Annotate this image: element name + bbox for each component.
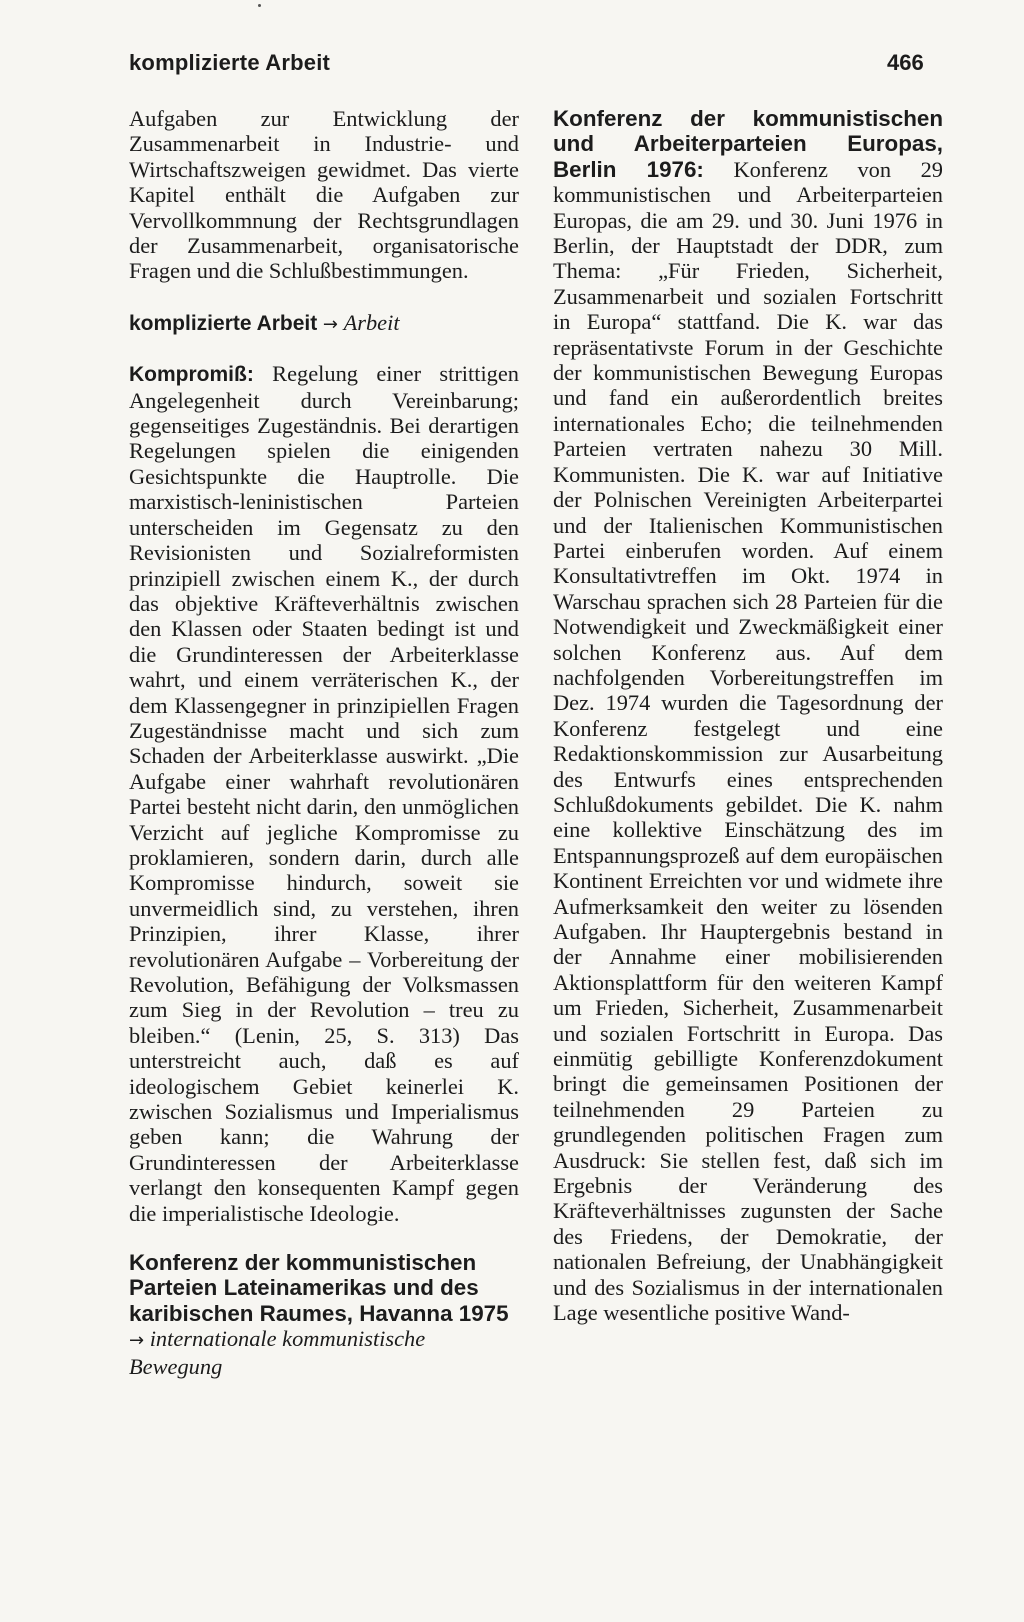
- entry-konferenz-berlin: [553, 106, 943, 1326]
- entry-text: Konferenz von 29 kommunistischen und Arbeiterparteien Europas, die am 29. und 30. Juni 1976 in Berlin, der Hauptstadt der DDR, zum Thema: „Für Frieden, Sicherheit, Zusammenarbeit und sozialen Fortschritt in Europa“ stattfand. Die K. war das repräsentativste Forum in der Geschichte der kommunistischen Bewegung Europas und fand ein außerordentlich breites internationales Echo; die teilnehmenden Parteien vertraten nahezu 30 Mill. Kommunisten. Die K. war auf Initiative der Polnischen Vereinigten Arbeiterpartei und der Italienischen Kommunistischen Partei einberufen worden. Auf einem Konsultativtreffen im Okt. 1974 in Warschau sprachen sich 28 Parteien für die Notwendigkeit und Zweckmäßigkeit einer solchen Konferenz aus. Auf dem nachfolgenden Vorbereitungstreffen im Dez. 1974 wurden die Tagesordnung der Konferenz festgelegt und eine Redaktionskommission zur Ausarbeitung des Entwurfs eines entsprechenden Schlußdokuments gebildet. Die K. nahm eine kollektive Einschätzung des im Entspannungsprozeß auf dem europäischen Kontinent Erreichten vor und widmete ihre Aufmerksamkeit den weiter zu lösenden Aufgaben. Ihr Hauptergebnis bestand in der Annahme einer mobilisierenden Aktionsplattform für den weiteren Kampf um Frieden, Sicherheit, Zusammenarbeit und sozialen Fortschritt in Europa. Das einmütig gebilligte Konferenzdokument bringt die gemeinsamen Positionen der teilnehmenden 29 Parteien zu grundlegenden politischen Fragen zum Ausdruck: Sie stellen fest, daß sich im Ergebnis der Veränderung des Kräfteverhältnisses zugunsten der Sache des Friedens, der Demokratie, der nationalen Befreiung, der Unabhängigkeit und des Sozialismus in der internationalen Lage wesentliche positive Wand-: [553, 156, 943, 1326]
- scan-speck: [258, 4, 261, 7]
- entry-komplizierte-arbeit: [129, 310, 519, 337]
- arrow-icon: →: [129, 1330, 145, 1352]
- entry-term: Kompromiß:: [129, 363, 254, 387]
- running-header: komplizierte Arbeit: [129, 50, 331, 75]
- entry-term: Konferenz der kommunistischen Parteien Lateinamerikas und des karibischen Raumes, Havanna 1975: [129, 1250, 509, 1326]
- right-column: [553, 106, 943, 1352]
- page-number: 466: [887, 50, 924, 75]
- left-column: [129, 106, 519, 1405]
- entry-text: Regelung einer strittigen Angelegenheit durch Vereinbarung; gegenseitiges Zugeständnis. Bei derartigen Regelungen spielen die einigenden Gesichtspunkte die Hauptrolle. Die marxistisch-leninistischen Parteien unterscheiden im Gegensatz zu den Revisionisten und Sozialreformisten prinzipiell zwischen einem K., der durch das objektive Kräfteverhältnis zwischen den Klassen oder Staaten bedingt ist und die Grundinteressen der Arbeiterklasse wahrt, und einem verräterischen K., der dem Klassengegner in prinzipiellen Fragen Zugeständnisse macht und sich zum Schaden der Arbeiterklasse auswirkt. „Die Aufgabe einer wahrhaft revolutionären Partei besteht nicht darin, den unmöglichen Verzicht auf jegliche Kompromisse zu proklamieren, sondern darin, durch alle Kompromisse hindurch, soweit sie unvermeidlich sind, zu verstehen, ihren Prinzipien, ihrer Klasse, ihrer revolutionären Aufgabe – Vorbereitung der Revolution, Befähigung der Volksmassen zum Sieg in der Revolution – treu zu bleiben.“ (Lenin, 25, S. 313) Das unterstreicht auch, daß es auf ideologischem Gebiet keinerlei K. zwischen Sozialismus und Imperialismus geben kann; die Wahrung der Grundinteressen der Arbeiterklasse verlangt den konsequenten Kampf gegen die imperialistische Ideologie.: [129, 361, 519, 1226]
- entry-kompromiss: [129, 361, 519, 1226]
- cross-reference-link[interactable]: internationale kommunistische Bewegung: [129, 1326, 426, 1379]
- continuation-paragraph: Aufgaben zur Entwicklung der Zusammenarbeit in Industrie- und Wirtschaftszweigen gewidmet. Das vierte Kapitel enthält die Aufgaben zur Vervollkommnung der Rechtsgrundlagen der Zusammenarbeit, organisatorische Fragen und die Schlußbestimmungen.: [129, 106, 519, 284]
- entry-konferenz-havanna: [129, 1250, 519, 1379]
- arrow-icon: →: [322, 313, 338, 335]
- cross-reference-link[interactable]: Arbeit: [343, 309, 400, 335]
- entry-term: komplizierte Arbeit: [129, 311, 318, 335]
- entry-term: Konferenz der kommunistischen und Arbeiterparteien Europas, Berlin 1976:: [553, 106, 943, 182]
